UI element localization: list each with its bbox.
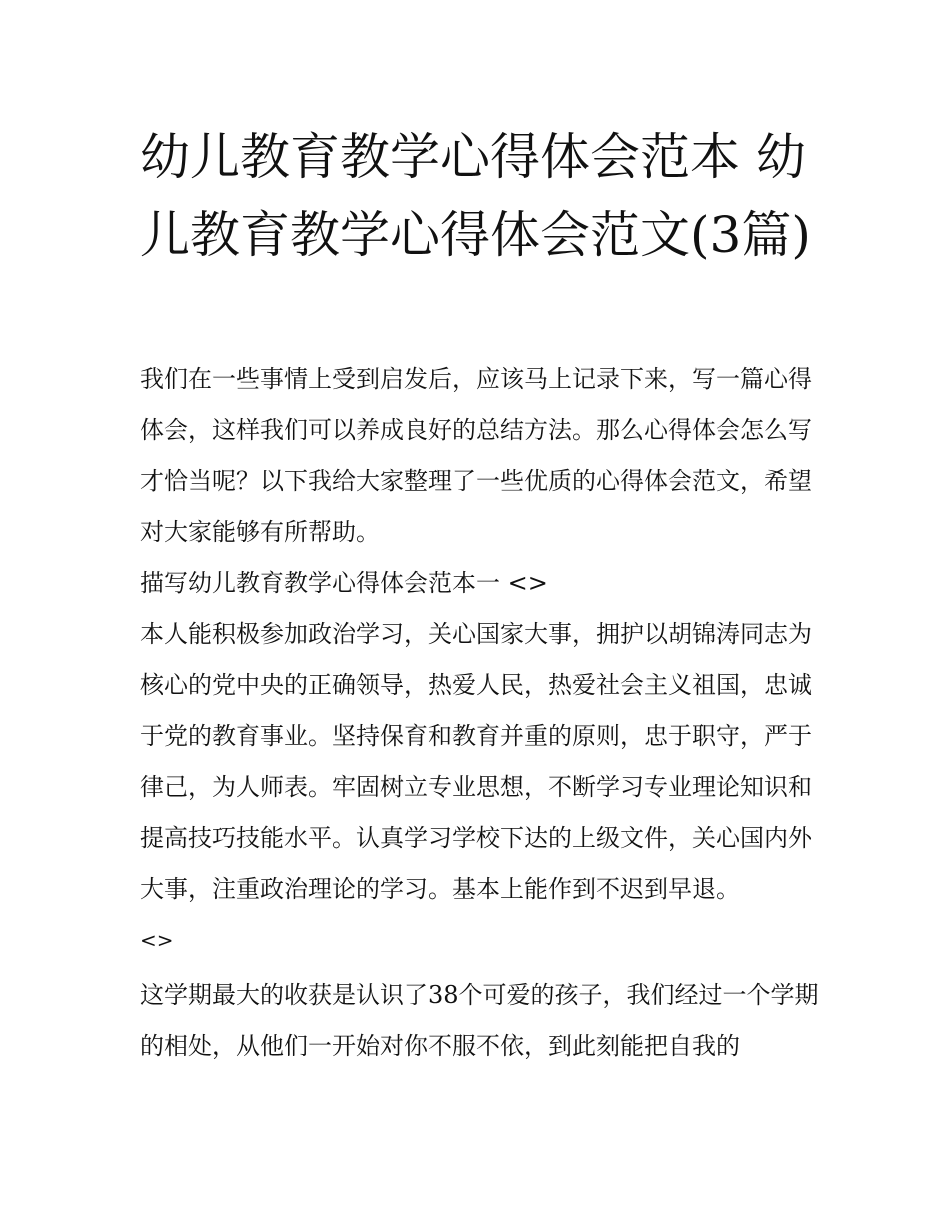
section-heading: 描写幼儿教育教学心得体会范本一 <>	[140, 569, 548, 597]
document-body	[140, 354, 820, 1072]
intro-paragraph: 我们在一些事情上受到启发后，应该马上记录下来，写一篇心得体会，这样我们可以养成良好的总结方法。那么心得体会怎么写才恰当呢？以下我给大家整理了一些优质的心得体会范文，希望对大家能够有所帮助。	[140, 365, 812, 546]
body-paragraph-1: 本人能积极参加政治学习，关心国家大事，拥护以胡锦涛同志为核心的党中央的正确领导，热爱人民，热爱社会主义祖国，忠诚于党的教育事业。坚持保育和教育并重的原则，忠于职守，严于律己，为人师表。牢固树立专业思想，不断学习专业理论知识和提高技巧技能水平。认真学习学校下达的上级文件，关心国内外大事，注重政治理论的学习。基本上能作到不迟到早退。	[140, 620, 812, 903]
body-paragraph-2: 这学期最大的收获是认识了38个可爱的孩子，我们经过一个学期的相处，从他们一开始对你不服不依，到此刻能把自我的	[140, 981, 819, 1060]
separator-marker: <>	[140, 928, 174, 952]
document-title: 幼儿教育教学心得体会范本 幼儿教育教学心得体会范文(3篇)	[140, 128, 811, 264]
